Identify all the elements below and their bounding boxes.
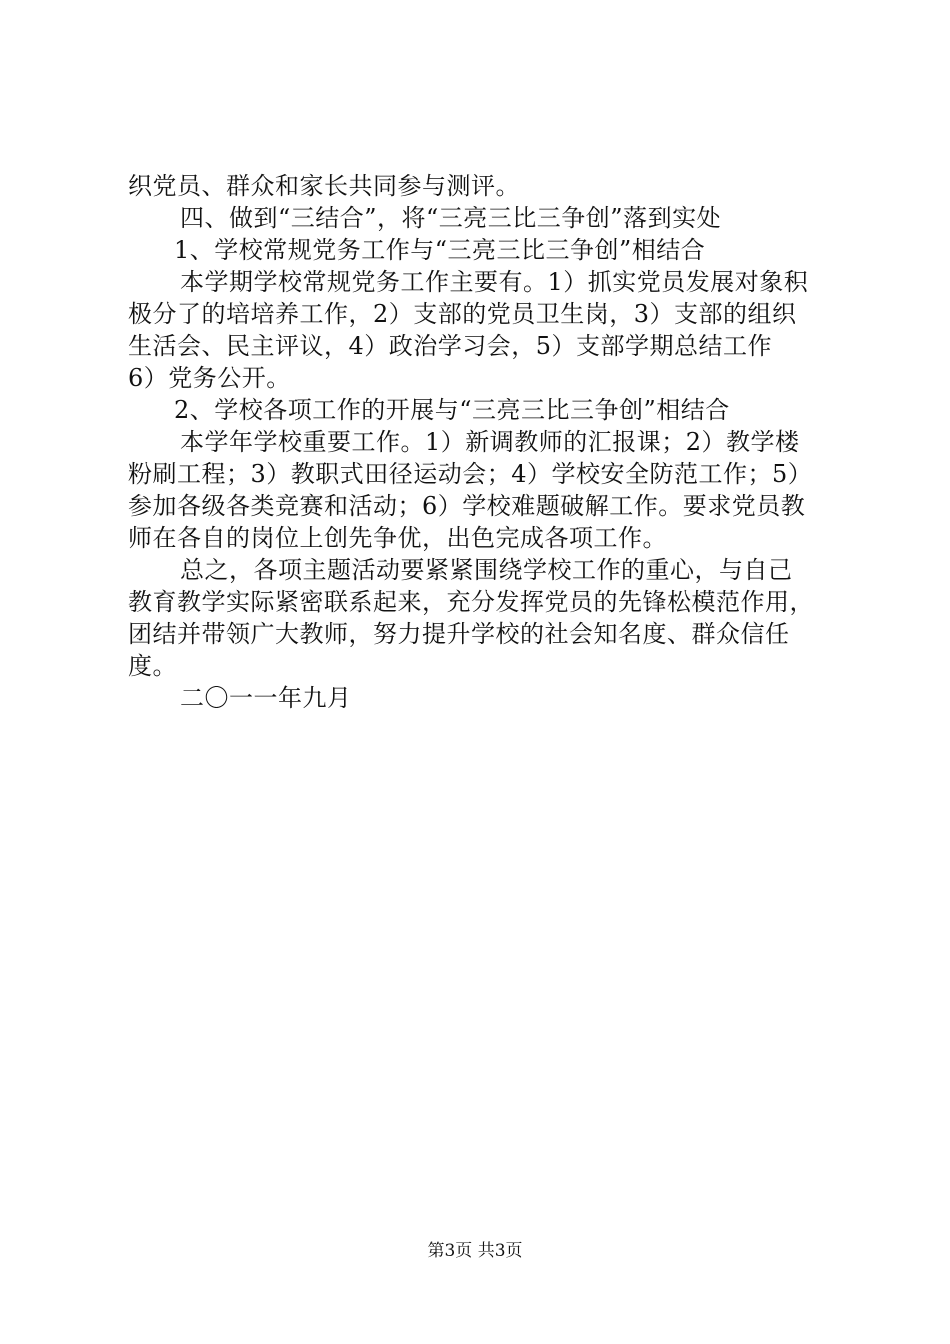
paragraph-line: 本学年学校重要工作。1）新调教师的汇报课；2）教学楼 [180,428,800,456]
paragraph-line: 本学期学校常规党务工作主要有。1）抓实党员发展对象积 [180,268,809,296]
paragraph-line: 参加各级各类竞赛和活动；6）学校难题破解工作。要求党员教 [128,492,806,520]
section-heading: 四、做到“三结合”，将“三亮三比三争创”落到实处 [180,204,722,232]
paragraph-line: 师在各自的岗位上创先争优，出色完成各项工作。 [128,524,667,552]
paragraph-line: 总之，各项主题活动要紧紧围绕学校工作的重心，与自己 [180,556,793,584]
subsection-heading: 1、学校常规党务工作与“三亮三比三争创”相结合 [174,236,706,264]
paragraph-line: 度。 [128,652,177,680]
document-body [128,170,834,714]
paragraph-line: 教育教学实际紧密联系起来，充分发挥党员的先锋松模范作用， [128,588,814,616]
paragraph-line: 织党员、群众和家长共同参与测评。 [128,172,520,200]
paragraph-line: 极分了的培培养工作，2）支部的党员卫生岗，3）支部的组织 [128,300,797,328]
paragraph-line: 生活会、民主评议，4）政治学习会，5）支部学期总结工作 [128,332,773,360]
date-line: 二〇一一年九月 [180,684,352,712]
paragraph-line: 团结并带领广大教师，努力提升学校的社会知名度、群众信任 [128,620,790,648]
paragraph-line: 6）党务公开。 [128,364,291,392]
subsection-heading: 2、学校各项工作的开展与“三亮三比三争创”相结合 [174,396,730,424]
paragraph-line: 粉刷工程；3）教职式田径运动会；4）学校安全防范工作；5） [128,460,813,488]
page-number-footer: 第3页 共3页 [427,1241,523,1261]
